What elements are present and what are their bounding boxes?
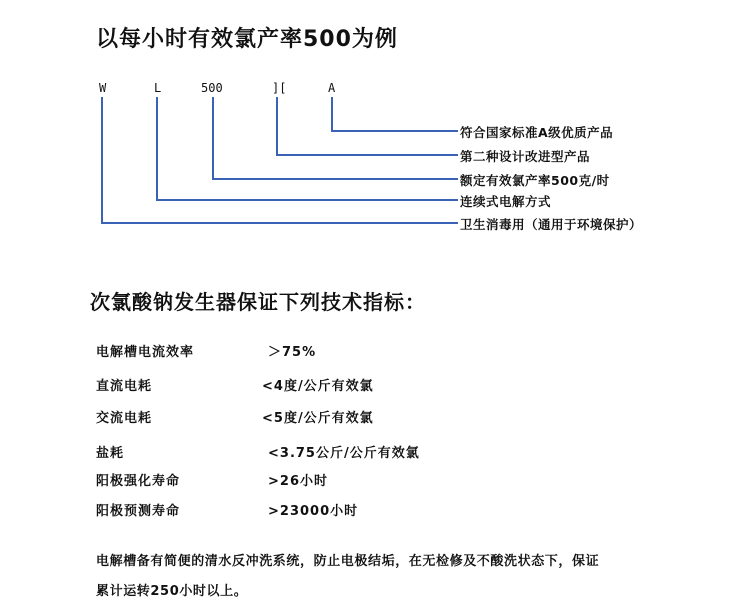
desc-grade-a: 符合国家标准A级优质产品 — [460, 125, 614, 140]
spec-name-anode-predicted-life: 阳极预测寿命 — [96, 504, 181, 519]
spec-value-ac-consumption: <5度/公斤有效氯 — [262, 411, 374, 426]
spec-value-current-efficiency: ＞75% — [268, 345, 317, 360]
connector-vertical-500 — [212, 97, 214, 180]
code-letter-l: L — [154, 81, 162, 95]
spec-name-dc-consumption: 直流电耗 — [96, 379, 153, 394]
connector-vertical-l — [156, 97, 158, 201]
page-title: 以每小时有效氯产率500为例 — [96, 27, 398, 52]
connector-vertical-ii — [276, 97, 278, 156]
connector-horizontal-l — [156, 199, 458, 201]
desc-second-design: 第二种设计改进型产品 — [460, 149, 591, 164]
connector-vertical-w — [101, 97, 103, 224]
spec-section-title: 次氯酸钠发生器保证下列技术指标： — [90, 290, 426, 314]
spec-name-ac-consumption: 交流电耗 — [96, 411, 153, 426]
note-line-2: 累计运转250小时以上。 — [96, 584, 248, 599]
desc-continuous: 连续式电解方式 — [460, 194, 552, 209]
code-letter-a: A — [328, 81, 336, 95]
spec-value-salt-consumption: <3.75公斤/公斤有效氯 — [268, 446, 420, 461]
code-number-500: 500 — [201, 81, 223, 95]
spec-value-dc-consumption: <4度/公斤有效氯 — [262, 379, 374, 394]
desc-rated-output: 额定有效氯产率500克/时 — [460, 173, 610, 188]
connector-horizontal-w — [101, 222, 458, 224]
code-roman-ii: ][ — [272, 81, 287, 95]
connector-horizontal-a — [331, 130, 458, 132]
connector-horizontal-ii — [276, 154, 458, 156]
spec-value-anode-predicted-life: >23000小时 — [268, 504, 359, 519]
desc-disinfection: 卫生消毒用（通用于环境保护） — [460, 217, 643, 232]
spec-name-anode-accelerated-life: 阳极强化寿命 — [96, 474, 181, 489]
spec-value-anode-accelerated-life: >26小时 — [268, 474, 328, 489]
code-letter-w: W — [99, 81, 107, 95]
connector-vertical-a — [331, 97, 333, 132]
connector-horizontal-500 — [212, 178, 458, 180]
spec-name-salt-consumption: 盐耗 — [96, 446, 125, 461]
spec-name-current-efficiency: 电解槽电流效率 — [96, 345, 195, 360]
note-line-1: 电解槽备有简便的清水反冲洗系统，防止电极结垢，在无检修及不酸洗状态下，保证 — [96, 554, 600, 569]
